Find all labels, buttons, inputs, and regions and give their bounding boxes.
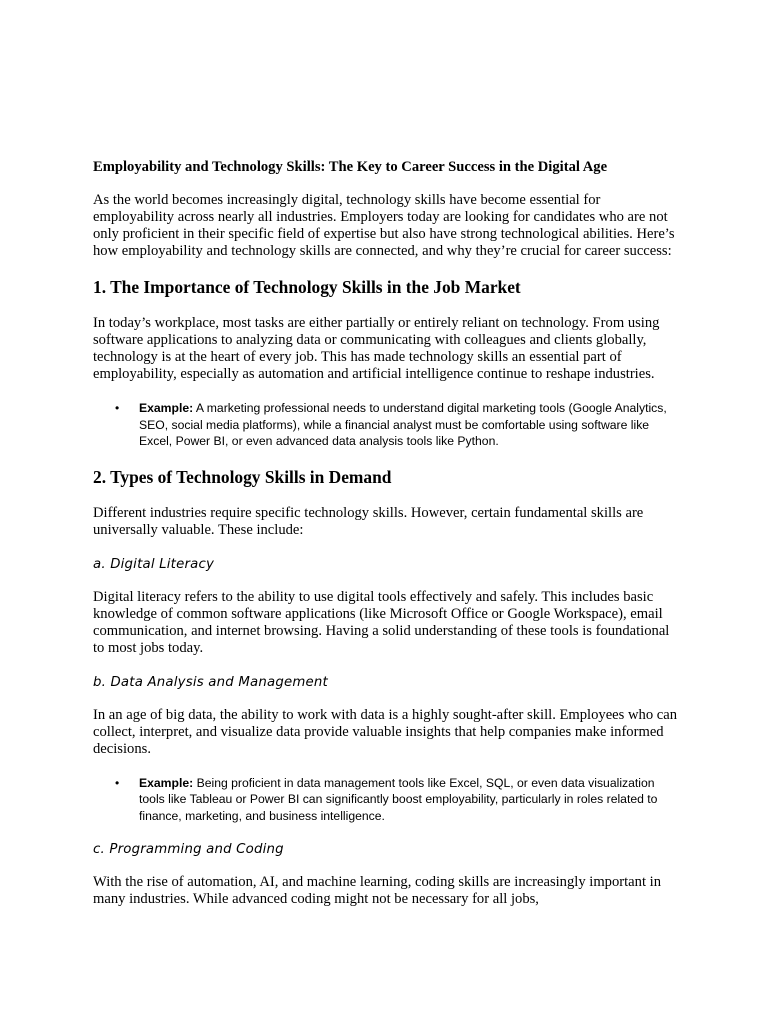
section-2-heading: 2. Types of Technology Skills in Demand [93, 466, 392, 487]
subsection-b-heading: b. Data Analysis and Management [93, 674, 328, 690]
example-text: Being proficient in data management tools like Excel, SQL, or even data visualization tools like Tableau or Power BI can significantly boost employability, particularly in roles related to finance, marketing, and business intelligence. [139, 775, 658, 823]
section-1-bullet-list [93, 400, 678, 450]
subsection-b-bullet-list [93, 775, 678, 825]
list-item [93, 775, 678, 825]
bullet-icon: • [115, 401, 120, 415]
list-item [93, 400, 678, 450]
section-1-heading: 1. The Importance of Technology Skills in the Job Market [93, 277, 521, 297]
example-label: Example: [139, 401, 194, 415]
intro-paragraph: As the world becomes increasingly digital, technology skills have become essential for employability across nearly all industries. Employers today are looking for candidates who are not only proficient in their specific field of expertise but also have strong technological abilities. Here’s how employability and technology skills are connected, and why they’re crucial for career success: [93, 192, 675, 259]
document-title: Employability and Technology Skills: The Key to Career Success in the Digital Age [93, 159, 608, 175]
example-text: A marketing professional needs to understand digital marketing tools (Google Analytics, SEO, social media platforms), while a financial analyst must be comfortable using software like Excel, Power BI, or even advanced data analysis tools like Python. [139, 401, 667, 448]
bullet-icon: • [115, 775, 120, 790]
document-body [93, 158, 678, 925]
section-2-paragraph: Different industries require specific technology skills. However, certain fundamental skills are universally valuable. These include: [93, 504, 644, 538]
subsection-c-heading: c. Programming and Coding [93, 842, 284, 857]
subsection-a-heading: a. Digital Literacy [93, 556, 215, 572]
section-1-paragraph: In today’s workplace, most tasks are either partially or entirely reliant on technology. From using software applications to analyzing data or communicating with colleagues and clients globally, technology is at the heart of every job. This has made technology skills an essential part of employability, especially as automation and artificial intelligence continue to reshape industries. [93, 315, 660, 382]
example-label: Example: [139, 775, 194, 790]
subsection-b-paragraph: In an age of big data, the ability to work with data is a highly sought-after skill. Employees who can collect, interpret, and visualize data provide valuable insights that help companies make informed decisions. [93, 706, 678, 757]
subsection-a-paragraph: Digital literacy refers to the ability to use digital tools effectively and safely. This includes basic knowledge of common software applications (like Microsoft Office or Google Workspace), email communication, and internet browsing. Having a solid understanding of these tools is foundational to most jobs today. [93, 588, 670, 656]
subsection-c-paragraph: With the rise of automation, AI, and machine learning, coding skills are increasingly important in many industries. While advanced coding might not be necessary for all jobs, [93, 874, 662, 907]
